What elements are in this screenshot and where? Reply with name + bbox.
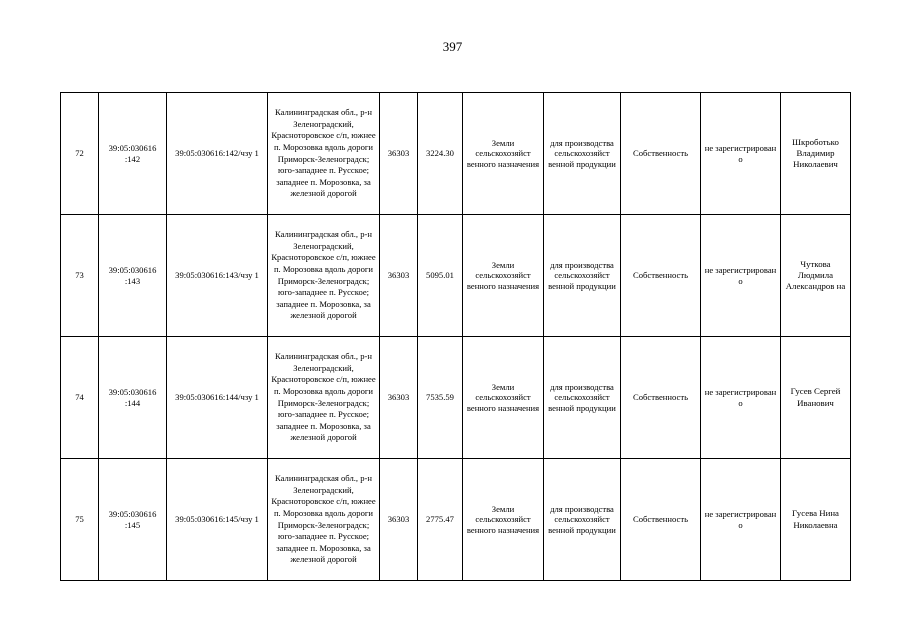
row-number-cell: 74	[61, 337, 99, 459]
permitted-use-cell: для производства сельскохозяйст венной продукции	[544, 215, 621, 337]
permitted-use-cell: для производства сельскохозяйст венной продукции	[544, 459, 621, 581]
part-number-cell: 39:05:030616:142/чзу 1	[167, 93, 268, 215]
registration-status-cell: не зарегистрирован о	[701, 93, 781, 215]
permitted-use-cell: для производства сельскохозяйст венной продукции	[544, 337, 621, 459]
permitted-use-cell: для производства сельскохозяйст венной продукции	[544, 93, 621, 215]
owner-name-cell: Гусев Сергей Иванович	[781, 337, 851, 459]
cadastral-number-cell: 39:05:030616 :145	[99, 459, 167, 581]
row-number-cell: 72	[61, 93, 99, 215]
row-number-cell: 75	[61, 459, 99, 581]
part-number-cell: 39:05:030616:144/чзу 1	[167, 337, 268, 459]
part-number-cell: 39:05:030616:145/чзу 1	[167, 459, 268, 581]
code-cell: 36303	[380, 459, 418, 581]
table-row	[61, 337, 851, 459]
page-number: 397	[442, 39, 463, 54]
address-cell: Калининградская обл., р-н Зеленоградский, Красноторовское с/п, южнее п. Морозовка вдоль дороги Приморск-Зеленоградск; юго-западнее п. Русское; западнее п. Морозовка, за железной дорогой	[268, 93, 380, 215]
cadastral-number-cell: 39:05:030616 :142	[99, 93, 167, 215]
registration-status-cell: не зарегистрирован о	[701, 459, 781, 581]
address-cell: Калининградская обл., р-н Зеленоградский, Красноторовское с/п, южнее п. Морозовка вдоль дороги Приморск-Зеленоградск; юго-западнее п. Русское; западнее п. Морозовка, за железной дорогой	[268, 215, 380, 337]
land-category-cell: Земли сельскохозяйст венного назначения	[463, 337, 544, 459]
owner-name-cell: Гусева Нина Николаевна	[781, 459, 851, 581]
area-cell: 3224.30	[418, 93, 463, 215]
owner-name-cell: Чуткова Людмила Александров на	[781, 215, 851, 337]
ownership-type-cell: Собственность	[621, 93, 701, 215]
ownership-type-cell: Собственность	[621, 459, 701, 581]
owner-name-cell: Шкроботько Владимир Николаевич	[781, 93, 851, 215]
code-cell: 36303	[380, 215, 418, 337]
registration-status-cell: не зарегистрирован о	[701, 215, 781, 337]
code-cell: 36303	[380, 93, 418, 215]
table-row	[61, 93, 851, 215]
cadastral-number-cell: 39:05:030616 :144	[99, 337, 167, 459]
area-cell: 7535.59	[418, 337, 463, 459]
table-row	[61, 459, 851, 581]
row-number-cell: 73	[61, 215, 99, 337]
land-category-cell: Земли сельскохозяйст венного назначения	[463, 459, 544, 581]
ownership-type-cell: Собственность	[621, 337, 701, 459]
registration-status-cell: не зарегистрирован о	[701, 337, 781, 459]
land-category-cell: Земли сельскохозяйст венного назначения	[463, 215, 544, 337]
land-category-cell: Земли сельскохозяйст венного назначения	[463, 93, 544, 215]
cadastral-number-cell: 39:05:030616 :143	[99, 215, 167, 337]
land-registry-table	[60, 92, 851, 581]
area-cell: 5095.01	[418, 215, 463, 337]
code-cell: 36303	[380, 337, 418, 459]
table-row	[61, 215, 851, 337]
area-cell: 2775.47	[418, 459, 463, 581]
address-cell: Калининградская обл., р-н Зеленоградский, Красноторовское с/п, южнее п. Морозовка вдоль дороги Приморск-Зеленоградск; юго-западнее п. Русское; западнее п. Морозовка, за железной дорогой	[268, 459, 380, 581]
part-number-cell: 39:05:030616:143/чзу 1	[167, 215, 268, 337]
address-cell: Калининградская обл., р-н Зеленоградский, Красноторовское с/п, южнее п. Морозовка вдоль дороги Приморск-Зеленоградск; юго-западнее п. Русское; западнее п. Морозовка, за железной дорогой	[268, 337, 380, 459]
ownership-type-cell: Собственность	[621, 215, 701, 337]
